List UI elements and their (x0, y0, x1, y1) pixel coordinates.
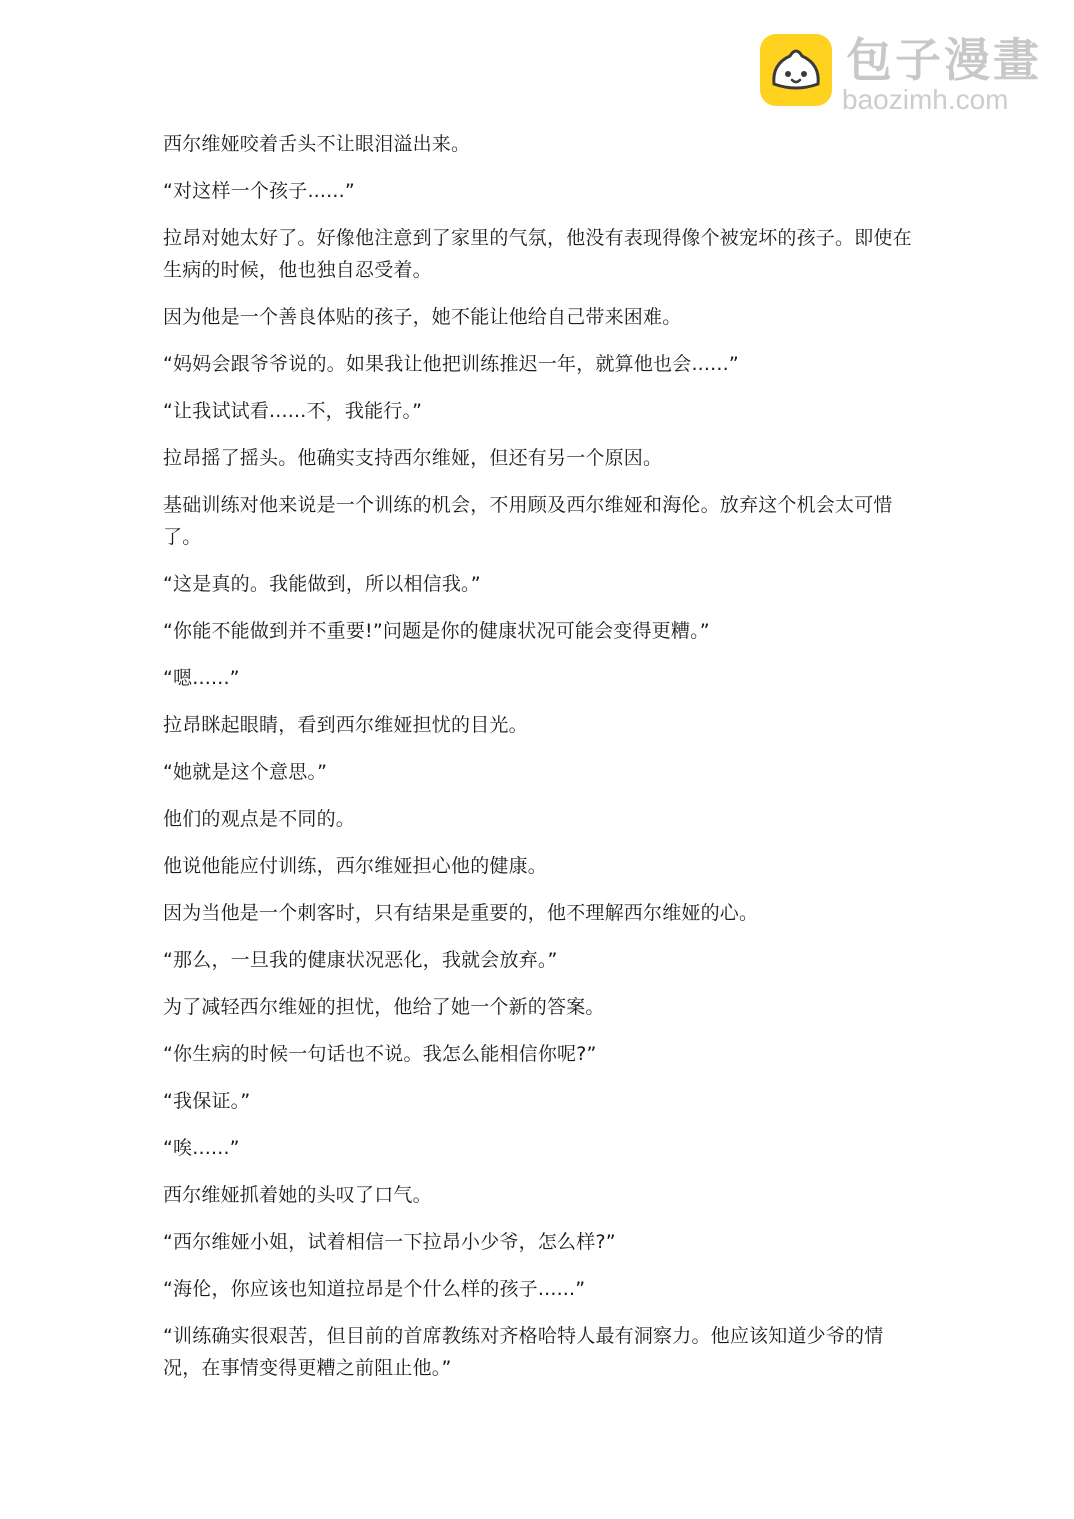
baozi-bun-icon (760, 34, 832, 106)
paragraph: “海伦，你应该也知道拉昂是个什么样的孩子......” (163, 1278, 586, 1300)
paragraph: 因为当他是一个刺客时，只有结果是重要的，他不理解西尔维娅的心。 (163, 902, 759, 924)
watermark-site-name: 包子漫畫 (846, 33, 1042, 87)
paragraph: “我保证。” (163, 1090, 251, 1112)
watermark (760, 34, 1060, 114)
paragraph: 拉昂对她太好了。好像他注意到了家里的气氛，他没有表现得像个被宠坏的孩子。即使在生病的时候，他也独自忍受着。 (163, 227, 912, 281)
article-body (163, 128, 915, 1384)
paragraph: “妈妈会跟爷爷说的。如果我让他把训练推迟一年，就算他也会......” (163, 353, 739, 375)
paragraph: 西尔维娅抓着她的头叹了口气。 (163, 1184, 432, 1206)
paragraph: “让我试试看......不，我能行。” (163, 400, 423, 422)
watermark-site-url: baozimh.com (842, 84, 1009, 115)
paragraph: “训练确实很艰苦，但目前的首席教练对齐格哈特人最有洞察力。他应该知道少爷的情况，在事情变得更糟之前阻止他。” (163, 1325, 884, 1379)
paragraph: “唉......” (163, 1137, 240, 1159)
paragraph: “你生病的时候一句话也不说。我怎么能相信你呢?” (163, 1043, 597, 1065)
paragraph: 他说他能应付训练，西尔维娅担心他的健康。 (163, 855, 548, 877)
paragraph: 他们的观点是不同的。 (163, 808, 356, 830)
paragraph: “西尔维娅小姐，试着相信一下拉昂小少爷，怎么样?” (163, 1231, 616, 1253)
paragraph: 拉昂眯起眼睛，看到西尔维娅担忧的目光。 (163, 714, 528, 736)
paragraph: “那么，一旦我的健康状况恶化，我就会放弃。” (163, 949, 558, 971)
paragraph: “对这样一个孩子......” (163, 180, 355, 202)
paragraph: 因为他是一个善良体贴的孩子，她不能让他给自己带来困难。 (163, 306, 682, 328)
paragraph: 为了减轻西尔维娅的担忧，他给了她一个新的答案。 (163, 996, 605, 1018)
paragraph: 基础训练对他来说是一个训练的机会，不用顾及西尔维娅和海伦。放弃这个机会太可惜了。 (163, 494, 893, 548)
paragraph: “这是真的。我能做到，所以相信我。” (163, 573, 481, 595)
paragraph: “你能不能做到并不重要!”问题是你的健康状况可能会变得更糟。” (163, 620, 710, 642)
paragraph: 西尔维娅咬着舌头不让眼泪溢出来。 (163, 133, 471, 155)
paragraph: “嗯......” (163, 667, 240, 689)
paragraph: “她就是这个意思。” (163, 761, 328, 783)
paragraph: 拉昂摇了摇头。他确实支持西尔维娅，但还有另一个原因。 (163, 447, 663, 469)
